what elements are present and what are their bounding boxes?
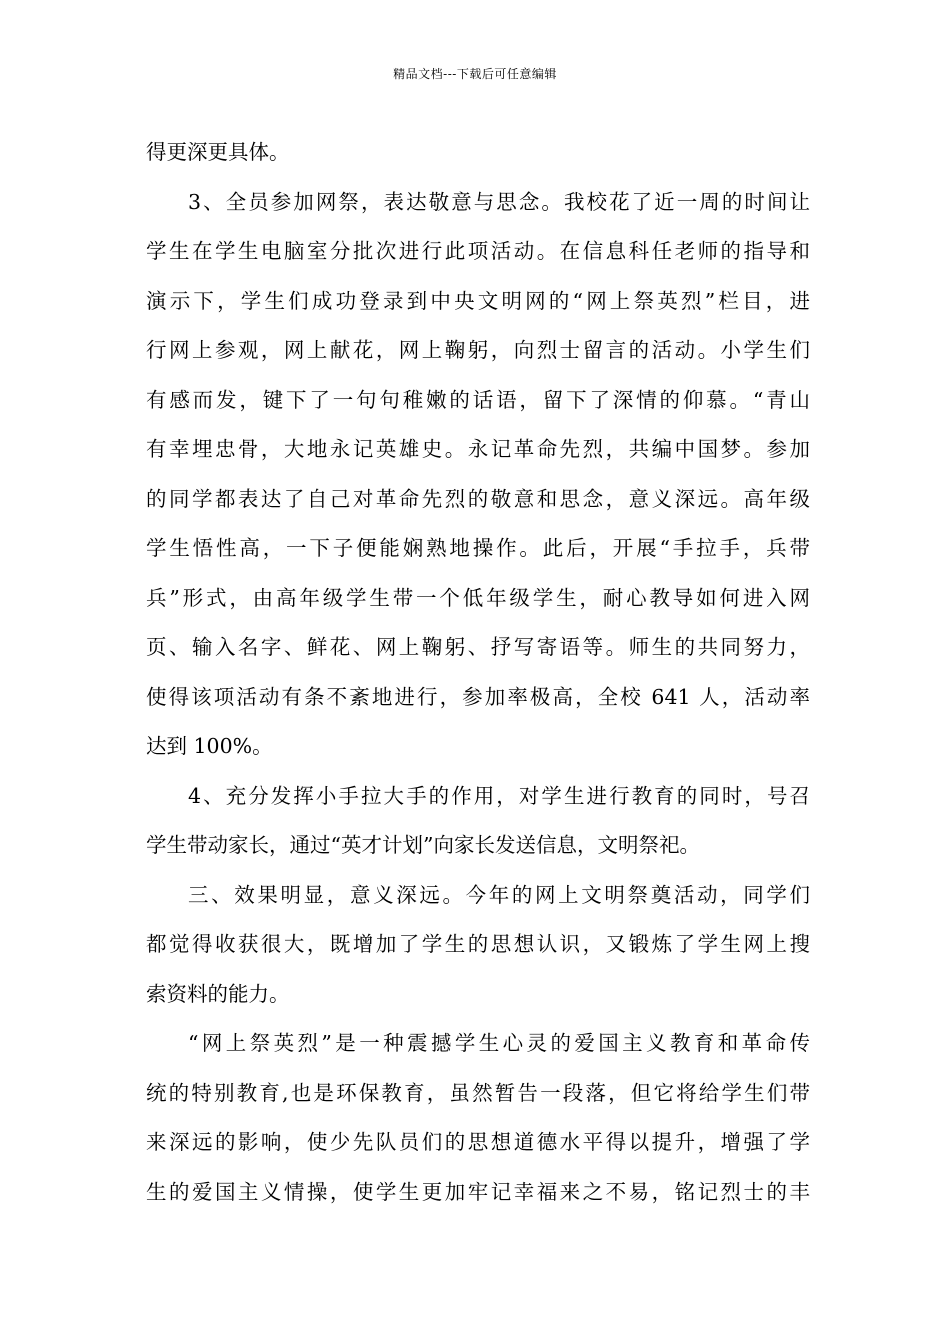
text-line: 页、输入名字、鲜花、网上鞠躬、抒写寄语等。师生的共同努力，: [146, 635, 810, 659]
text-line: 得更深更具体。: [146, 140, 290, 164]
text-line: 学生在学生电脑室分批次进行此项活动。在信息科任老师的指导和: [146, 239, 810, 263]
text-line: 的同学都表达了自己对革命先烈的敬意和思念，意义深远。高年级: [146, 486, 810, 511]
text-line: 4、充分发挥小手拉大手的作用，对学生进行教育的同时，号召: [188, 783, 810, 808]
text-line: 有感而发，键下了一句句稚嫩的话语，留下了深情的仰慕。“青山: [146, 387, 810, 412]
text-line: 演示下，学生们成功登录到中央文明网的“网上祭英烈”栏目，进: [146, 288, 810, 313]
text-line: 学生悟性高，一下子便能娴熟地操作。此后，开展“手拉手，兵带: [146, 536, 810, 560]
text-line: 学生带动家长，通过“英才计划”向家长发送信息，文明祭祀。: [146, 833, 700, 857]
text-line: 索资料的能力。: [146, 981, 290, 1006]
document-body: [146, 128, 810, 1217]
text-line: 达到 100%。: [146, 734, 273, 758]
text-line: “网上祭英烈”是一种震撼学生心灵的爱国主义教育和革命传: [188, 1031, 810, 1055]
text-line: 生的爱国主义情操，使学生更加牢记幸福来之不易，铭记烈士的丰: [146, 1179, 810, 1204]
text-line: 3、全员参加网祭，表达敬意与思念。我校花了近一周的时间让: [188, 189, 810, 214]
text-line: 统的特别教育,也是环保教育，虽然暂告一段落，但它将给学生们带: [146, 1080, 810, 1105]
text-line: 来深远的影响，使少先队员们的思想道德水平得以提升，增强了学: [146, 1130, 810, 1154]
text-line: 使得该项活动有条不紊地进行，参加率极高，全校 641 人，活动率: [146, 684, 810, 709]
text-line: 都觉得收获很大，既增加了学生的思想认识，又锻炼了学生网上搜: [146, 932, 810, 956]
text-line: 行网上参观，网上献花，网上鞠躬，向烈士留言的活动。小学生们: [146, 338, 810, 362]
page-header: 精品文档---下载后可任意编辑: [393, 67, 557, 81]
text-line: 兵”形式，由高年级学生带一个低年级学生，耐心教导如何进入网: [146, 585, 810, 610]
text-line: 有幸埋忠骨，大地永记英雄史。永记革命先烈，共编中国梦。参加: [146, 437, 810, 461]
text-line: 三、效果明显，意义深远。今年的网上文明祭奠活动，同学们: [188, 882, 810, 907]
